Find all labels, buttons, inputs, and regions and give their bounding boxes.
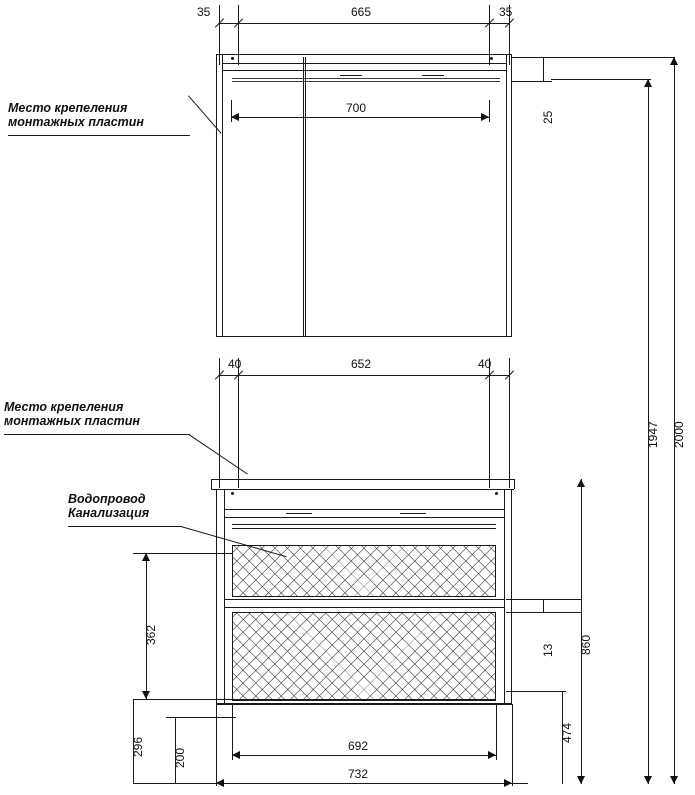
arrow-left	[232, 751, 240, 759]
leader-underline-bottom	[4, 434, 190, 435]
mount-point-left	[231, 57, 234, 60]
dim-total-width: 732	[348, 767, 369, 781]
ext-200-top	[166, 717, 236, 718]
arrow-left	[231, 113, 239, 121]
annotation-line-1: Водопровод	[68, 492, 146, 506]
cabinet-bottom-inner	[232, 700, 496, 701]
arrow-right	[481, 113, 489, 121]
cabinet-left-wall	[224, 489, 225, 704]
arrow-up	[644, 79, 652, 87]
dim-siphon: 13	[541, 643, 555, 657]
mirror-door-split-2	[305, 57, 306, 337]
cabinet-bottom-edge	[216, 704, 512, 705]
arrow-down	[142, 691, 150, 699]
annotation-line-1: Место крепеления	[4, 400, 124, 414]
drawer-separator-top	[224, 599, 504, 600]
dim-line-25	[543, 57, 544, 81]
leader-underline-top	[8, 135, 190, 136]
arrow-left	[216, 779, 224, 787]
dim-drawer-upper: 362	[144, 624, 158, 645]
ext-line-mid-right-inner	[489, 358, 490, 488]
dim-line-mid	[219, 375, 509, 376]
dim-drain-height: 474	[560, 722, 574, 743]
dim-line-700	[231, 117, 489, 118]
ext-13-bottom	[506, 612, 581, 613]
dim-left-offset: 35	[197, 5, 211, 19]
countertop-top-edge	[211, 479, 514, 480]
mirror-inner-shelf	[232, 78, 500, 79]
annotation-mount-plates-bottom	[4, 400, 140, 428]
leader-underline-water	[68, 526, 182, 527]
ext-overall-top	[512, 57, 674, 58]
annotation-mount-plates-top	[8, 101, 144, 129]
mirror-door-split	[303, 57, 304, 337]
arrow-up	[670, 57, 678, 65]
dim-mirror-width: 665	[351, 5, 372, 19]
dim-line-top	[219, 23, 509, 24]
arrow-down	[577, 776, 585, 784]
mirror-right-edge-inner	[506, 54, 507, 337]
arrow-right	[504, 779, 512, 787]
dim-right-offset-2: 40	[478, 357, 492, 371]
mount-point-lower-right	[495, 492, 498, 495]
dim-left-offset-2: 40	[228, 357, 242, 371]
arrow-down	[644, 776, 652, 784]
dim-line-692	[232, 755, 496, 756]
dim-inner-width: 700	[346, 101, 367, 115]
cabinet-rail-top	[224, 509, 504, 510]
dim-height-to-mirror: 1947	[646, 421, 660, 448]
dim-cabinet-inner: 652	[351, 357, 372, 371]
hanger-mark-lower-right	[400, 513, 426, 514]
ext-474-top	[506, 691, 566, 692]
ext-25-bottom	[512, 81, 552, 82]
mirror-cabinet-outline	[216, 54, 512, 337]
mirror-left-edge-inner	[222, 54, 223, 337]
ext-1947-top	[551, 79, 651, 80]
arrow-right	[488, 751, 496, 759]
ext-692-right	[496, 704, 497, 760]
annotation-line-2: монтажных пластин	[4, 414, 140, 428]
cabinet-right-wall	[504, 489, 505, 704]
cabinet-inner-rail-2	[232, 528, 496, 529]
mount-point-lower-left	[231, 492, 234, 495]
annotation-line-2: монтажных пластин	[8, 115, 144, 129]
countertop-left-cap	[211, 479, 212, 489]
dim-floor-gap: 296	[131, 736, 145, 757]
dim-line-860	[581, 479, 582, 784]
dim-body-width: 692	[348, 739, 369, 753]
annotation-water-supply	[68, 492, 149, 520]
arrow-up	[577, 479, 585, 487]
ext-362-bottom	[133, 699, 233, 700]
mirror-top-shelf-2	[222, 70, 506, 71]
ext-732-left	[216, 704, 217, 786]
arrow-up	[142, 553, 150, 561]
ext-732-right	[512, 704, 513, 786]
arrow-down	[670, 776, 678, 784]
cabinet-inner-rail	[232, 524, 496, 525]
dim-right-offset: 35	[499, 5, 513, 19]
countertop-right-cap	[514, 479, 515, 489]
mirror-top-shelf	[222, 63, 506, 64]
mirror-inner-shelf-2	[232, 81, 500, 82]
hanger-mark-left	[340, 75, 362, 76]
drawer-separator-bottom	[224, 607, 504, 608]
ext-700-right	[489, 100, 490, 122]
dim-line-13	[543, 599, 544, 612]
dim-top-height: 25	[541, 110, 555, 124]
mount-point-right	[490, 57, 493, 60]
dim-line-732	[216, 783, 512, 784]
dim-plinth: 200	[173, 747, 187, 768]
hanger-mark-right	[422, 75, 444, 76]
annotation-line-2: Канализация	[68, 506, 150, 520]
annotation-line-1: Место крепеления	[8, 101, 128, 115]
cabinet-rail-bottom	[224, 517, 504, 518]
drawer-lower-hatch	[232, 612, 496, 700]
dim-cabinet-height: 860	[579, 634, 593, 655]
dim-total-height: 2000	[672, 421, 686, 448]
ext-line-mid-left	[219, 358, 220, 488]
ext-line-mid-right	[509, 358, 510, 488]
hanger-mark-lower-left	[286, 513, 312, 514]
